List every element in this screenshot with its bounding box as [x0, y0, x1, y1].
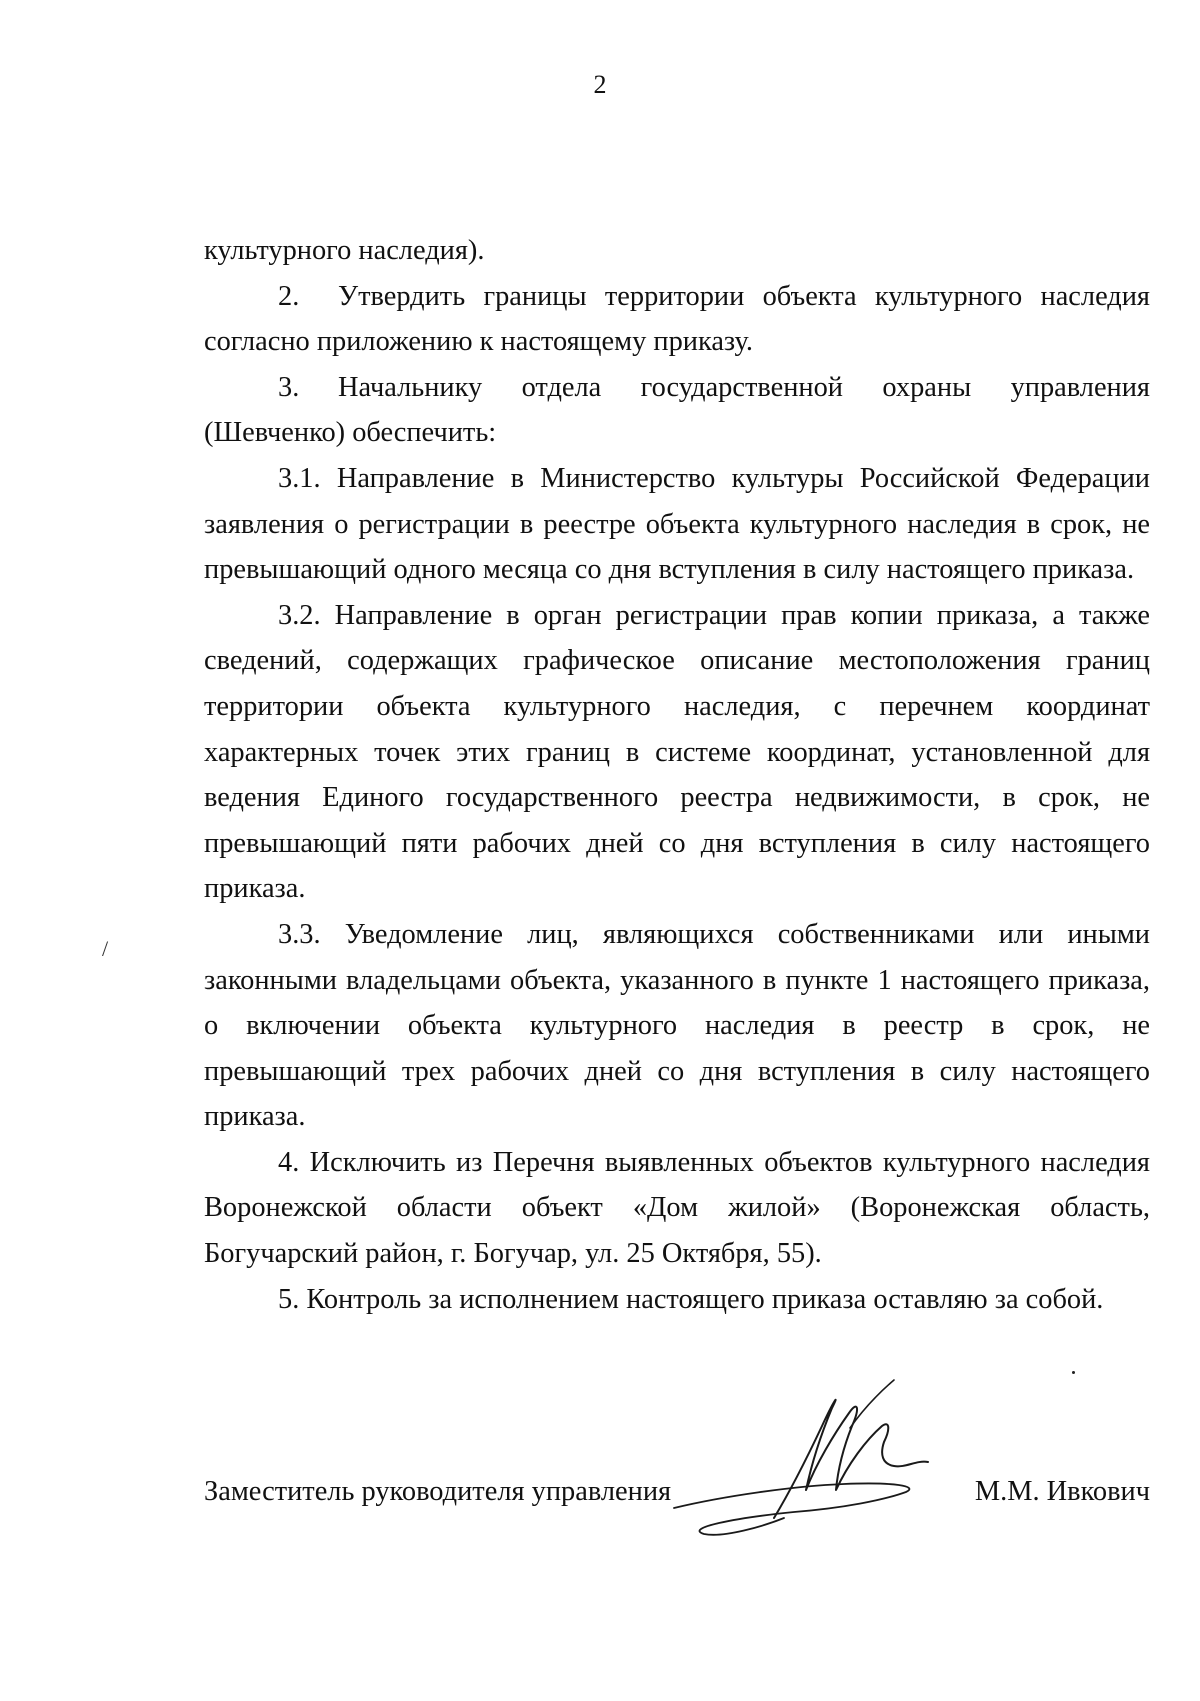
paragraph-item-3-1: 3.1. Направление в Министерство культуры Российской Федерации заявления о регистрации в реестре объекта культурного наследия в срок, не превышающий одного месяца со дня вступления в силу настоящего приказа.	[204, 462, 1150, 586]
signatory-position: Заместитель руководителя управления	[204, 1476, 672, 1507]
paragraph-item-2	[204, 274, 1150, 365]
paragraph-item-3-2: 3.2. Направление в орган регистрации прав копии приказа, а также сведений, содержащих графическое описание местоположения границ территории объекта культурного наследия, с перечнем координат характерных точек этих границ в системе координат, установленной для ведения Единого государственного реестра недвижимости, в срок, не превышающий пяти рабочих дней со дня вступления в силу настоящего приказа.	[204, 599, 1150, 905]
page-number: 2	[593, 70, 607, 99]
paragraph-continuation: культурного наследия).	[204, 235, 485, 266]
item-text: Начальнику отдела государственной охраны управления (Шевченко) обеспечить:	[204, 371, 1150, 449]
signature-block	[204, 1476, 1150, 1556]
item-number: 3.	[278, 371, 300, 403]
paragraph-item-4: 4. Исключить из Перечня выявленных объектов культурного наследия Воронежской области объект «Дом жилой» (Воронежская область, Богучарский район, г. Богучар, ул. 25 Октября, 55).	[204, 1146, 1150, 1270]
item-number: 2.	[278, 280, 300, 312]
paragraph-item-3-3: 3.3. Уведомление лиц, являющихся собственниками или иными законными владельцами объекта, указанного в пункте 1 настоящего приказа, о включении объекта культурного наследия в реестр в срок, не превышающий трех рабочих дней со дня вступления в силу настоящего приказа.	[204, 918, 1150, 1133]
paragraph-item-3	[204, 365, 1150, 456]
paragraph-item-5: 5. Контроль за исполнением настоящего приказа оставляю за собой.	[278, 1283, 1104, 1315]
stray-dot	[1072, 1371, 1075, 1374]
signatory-name: М.М. Ивкович	[974, 1476, 1150, 1507]
handwritten-signature	[644, 1368, 974, 1538]
margin-tick-mark: /	[102, 936, 109, 961]
document-body	[204, 228, 1150, 1322]
item-text: Утвердить границы территории объекта культурного наследия согласно приложению к настоящему приказу.	[204, 280, 1150, 358]
